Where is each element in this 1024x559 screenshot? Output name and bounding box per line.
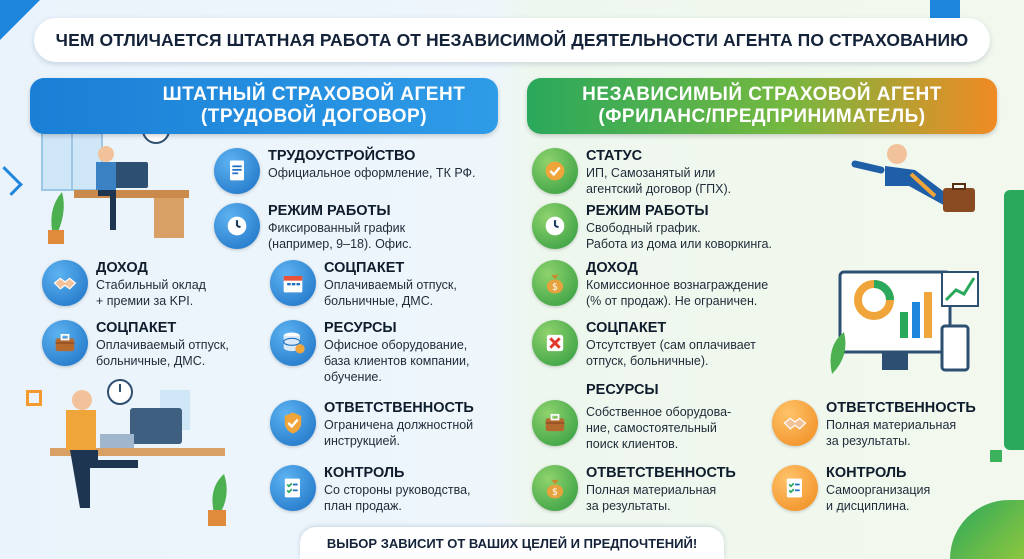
item-title: ДОХОД bbox=[96, 260, 148, 276]
item-desc: Фиксированный график bbox=[268, 221, 406, 235]
item-desc: + премии за KPI. bbox=[96, 294, 194, 308]
item-desc: Собственное оборудова- bbox=[586, 405, 732, 419]
checklist-icon bbox=[772, 465, 818, 511]
item-desc: Комиссионное вознаграждение bbox=[586, 278, 769, 292]
item-title: ОТВЕТСТВЕННОСТЬ bbox=[586, 465, 736, 481]
item-desc: ИП, Самозанятый или bbox=[586, 166, 716, 180]
staff-item-responsibility bbox=[270, 400, 474, 449]
item-title: РЕЖИМ РАБОТЫ bbox=[268, 203, 391, 219]
money-bag-icon bbox=[532, 465, 578, 511]
item-desc: Полная материальная bbox=[586, 483, 717, 497]
staff-item-social-package-2 bbox=[42, 320, 229, 369]
freelance-item-schedule bbox=[532, 203, 772, 252]
document-icon bbox=[214, 148, 260, 194]
item-desc: поиск клиентов. bbox=[586, 437, 679, 451]
item-desc: Полная материальная bbox=[826, 418, 957, 432]
item-desc: Офисное оборудование, bbox=[324, 338, 468, 352]
item-title: ОТВЕТСТВЕННОСТЬ bbox=[826, 400, 976, 416]
item-title: СТАТУС bbox=[586, 148, 643, 164]
staff-item-resources bbox=[270, 320, 469, 385]
staff-item-employment bbox=[214, 148, 476, 194]
freelance-item-responsibility-2 bbox=[532, 465, 736, 514]
item-title: СОЦПАКЕТ bbox=[324, 260, 405, 276]
staff-banner-line1: ШТАТНЫЙ СТРАХОВОЙ АГЕНТ bbox=[162, 84, 466, 105]
item-title: РЕСУРСЫ bbox=[324, 320, 397, 336]
page-title: ЧЕМ ОТЛИЧАЕТСЯ ШТАТНАЯ РАБОТА ОТ НЕЗАВИСИМОЙ ДЕЯТЕЛЬНОСТИ АГЕНТА ПО СТРАХОВАНИЮ bbox=[34, 18, 990, 62]
briefcase-icon bbox=[42, 320, 88, 366]
item-desc: план продаж. bbox=[324, 499, 402, 513]
item-title: ДОХОД bbox=[586, 260, 638, 276]
money-bag-icon bbox=[532, 260, 578, 306]
freelance-item-control bbox=[772, 465, 930, 514]
item-desc: Отсутствует (сам оплачивает bbox=[586, 338, 756, 352]
freelance-banner-line2: (ФРИЛАНС/ПРЕДПРИНИМАТЕЛЬ) bbox=[598, 106, 926, 127]
item-desc: Свободный график. bbox=[586, 221, 701, 235]
item-desc: и дисциплина. bbox=[826, 499, 910, 513]
handshake-icon bbox=[42, 260, 88, 306]
cross-icon bbox=[532, 320, 578, 366]
dashboard-illustration bbox=[822, 262, 987, 382]
checklist-icon bbox=[270, 465, 316, 511]
staff-item-schedule bbox=[214, 203, 412, 252]
item-title: СОЦПАКЕТ bbox=[586, 320, 667, 336]
staff-item-control bbox=[270, 465, 471, 514]
freelance-item-resources bbox=[532, 382, 731, 452]
item-title: СОЦПАКЕТ bbox=[96, 320, 177, 336]
badge-check-icon bbox=[532, 148, 578, 194]
freelance-item-social-package bbox=[532, 320, 756, 369]
item-title: ОТВЕТСТВЕННОСТЬ bbox=[324, 400, 474, 416]
freelance-item-status bbox=[532, 148, 731, 197]
staff-item-income bbox=[42, 260, 206, 309]
item-desc: инструкцией. bbox=[324, 434, 400, 448]
item-desc: Ограничена должностной bbox=[324, 418, 474, 432]
item-desc: обучение. bbox=[324, 370, 382, 384]
freelance-banner-line1: НЕЗАВИСИМЫЙ СТРАХОВОЙ АГЕНТ bbox=[582, 84, 942, 105]
freelance-item-income bbox=[532, 260, 768, 309]
item-desc: ние, самостоятельный bbox=[586, 421, 717, 435]
item-title: РЕСУРСЫ bbox=[586, 382, 659, 398]
item-title: КОНТРОЛЬ bbox=[826, 465, 907, 481]
item-title: КОНТРОЛЬ bbox=[324, 465, 405, 481]
item-desc: Со стороны руководства, bbox=[324, 483, 471, 497]
svg-text:$: $ bbox=[552, 487, 558, 498]
footer-conclusion: ВЫБОР ЗАВИСИТ ОТ ВАШИХ ЦЕЛЕЙ И ПРЕДПОЧТЕНИЙ! bbox=[300, 527, 724, 559]
handshake-icon bbox=[772, 400, 818, 446]
green-square-shape bbox=[990, 450, 1002, 462]
calendar-icon bbox=[270, 260, 316, 306]
staff-agent-banner bbox=[30, 78, 498, 134]
item-desc: Самоорганизация bbox=[826, 483, 931, 497]
staff-banner-line2: (ТРУДОВОЙ ДОГОВОР) bbox=[200, 106, 428, 127]
staff-item-social-package bbox=[270, 260, 457, 309]
item-desc: за результаты. bbox=[586, 499, 671, 513]
item-title: РЕЖИМ РАБОТЫ bbox=[586, 203, 709, 219]
briefcase-icon bbox=[532, 400, 578, 446]
database-icon bbox=[270, 320, 316, 366]
item-desc: отпуск, больничные). bbox=[586, 354, 709, 368]
freelance-agent-banner bbox=[527, 78, 997, 134]
clock-icon bbox=[214, 203, 260, 249]
item-desc: база клиентов компании, bbox=[324, 354, 470, 368]
item-desc: Стабильный оклад bbox=[96, 278, 206, 292]
item-desc: Официальное оформление, ТК РФ. bbox=[268, 166, 476, 180]
item-desc: агентский договор (ГПХ). bbox=[586, 182, 732, 196]
item-desc: за результаты. bbox=[826, 434, 911, 448]
clock-icon bbox=[532, 203, 578, 249]
item-title: ТРУДОУСТРОЙСТВО bbox=[268, 148, 416, 164]
flying-businessman-illustration bbox=[845, 140, 995, 240]
right-green-stripe bbox=[1004, 190, 1024, 450]
corner-green-shape bbox=[950, 500, 1024, 559]
shield-check-icon bbox=[270, 400, 316, 446]
item-desc: Оплачиваемый отпуск, bbox=[96, 338, 229, 352]
remote-worker-illustration bbox=[30, 370, 250, 530]
item-desc: больничные, ДМС. bbox=[96, 354, 206, 368]
svg-text:$: $ bbox=[552, 282, 558, 293]
item-desc: больничные, ДМС. bbox=[324, 294, 434, 308]
item-desc: (например, 9–18). Офис. bbox=[268, 237, 412, 251]
item-desc: (% от продаж). Не ограничен. bbox=[586, 294, 758, 308]
item-desc: Оплачиваемый отпуск, bbox=[324, 278, 457, 292]
arrow-left-shape bbox=[0, 166, 23, 196]
item-desc: Работа из дома или коворкинга. bbox=[586, 237, 772, 251]
freelance-item-responsibility bbox=[772, 400, 976, 449]
